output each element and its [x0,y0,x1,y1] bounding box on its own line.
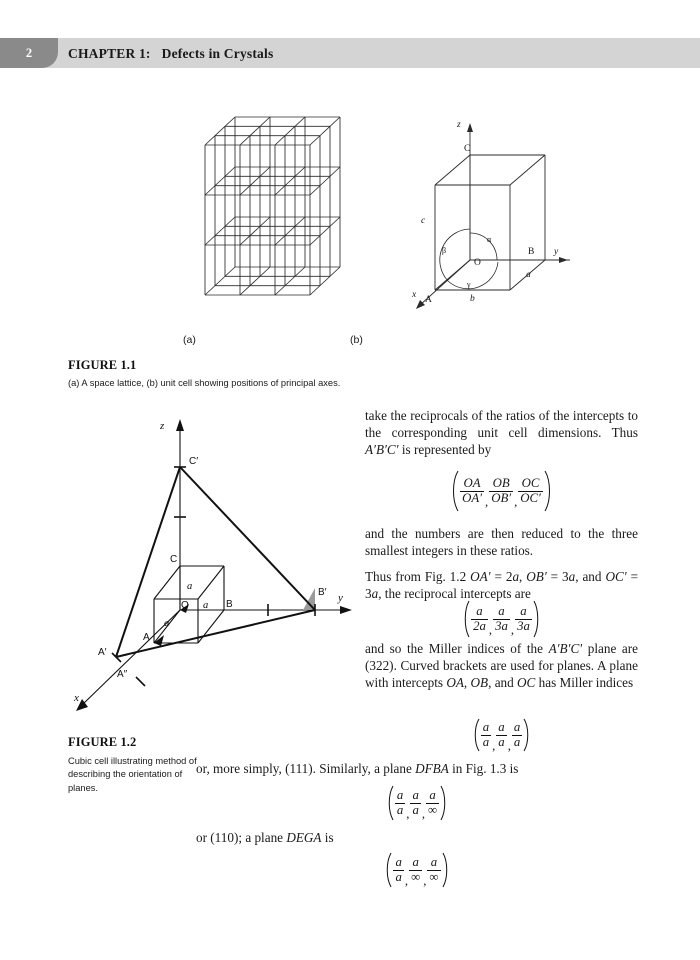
label-edge-b: b [470,294,475,304]
fig12-y-arrow [340,606,352,614]
running-head [68,38,273,68]
label-edge-c: c [421,216,426,226]
page-number: 2 [25,46,33,60]
fraction-2: $\frac{a}{a}$ [498,719,505,749]
paren-close [440,785,449,821]
paren-close [523,718,532,752]
p3h: a [568,569,576,585]
fig12-label-x: x [74,692,79,704]
p3b: OA′ [470,569,491,585]
fraction-3: $\frac{OC}{OC'}$ [520,475,541,505]
fraction-3: $\frac{a}{\infty}$ [429,854,439,884]
z-axis-arrow [467,123,473,132]
para1-part1: take the reciprocals of the ratios of the intercepts to the corresponding unit cell dimensions. Thus [365,408,638,441]
para1-math: A′B′C′ [365,442,399,458]
label-axis-y: y [554,247,559,257]
fig12-label-C-prime: C′ [189,456,199,467]
fig12-label-C: C [170,554,178,565]
fig12-label-O: O [181,600,189,611]
p5a: or, more simply, (111). Similarly, a plane [196,761,416,776]
paragraph-4 [365,640,638,691]
p3g: = 3 [546,569,569,585]
fraction-1: $\frac{a}{a}$ [396,787,404,817]
fig12-label-a-vertical: a [187,581,193,592]
p4a: and so the Miller indices of the [365,641,549,656]
fraction-1: $\frac{a}{a}$ [395,854,402,884]
paren-open [471,718,480,752]
figure-1-2-caption [68,735,198,795]
label-corner-O: O [474,258,481,268]
label-corner-A: A [425,295,432,305]
label-axis-x: x [412,290,417,300]
paren-open [461,600,470,638]
fraction-1: $\frac{a}{a}$ [482,719,490,749]
p3e: , [519,569,527,585]
p5b: DFBA [415,761,449,776]
label-axis-z: z [457,120,461,130]
paren-close [533,600,542,638]
fig12-label-A-dprime: A″ [117,669,128,680]
fig12-label-y: y [338,592,343,604]
p4b: A′B′C′ [548,641,583,656]
body-column-right-3 [365,640,638,691]
fig12-label-B-prime: B′ [318,587,327,598]
paren-open [449,470,459,512]
p3l: a [371,586,379,602]
figure-1-1-caption [68,358,468,390]
unit-cell-drawing [416,123,570,309]
chapter-label: CHAPTER 1: [68,46,151,61]
fig12-labels [73,420,343,704]
p4d: OA [446,675,464,691]
fig12-label-A-prime: A′ [98,647,107,658]
figure-1-1-sublabel-b: (b) [350,334,363,346]
figure-1-1-caption-text: (a) A space lattice, (b) unit cell showing positions of principal axes. [68,378,341,388]
p4i: has Miller indices [535,675,634,691]
figure-1-2-graphic [60,405,360,730]
label-corner-C: C [464,144,471,154]
fraction-3: $\frac{a}{\infty}$ [428,787,438,817]
fig12-label-a-depth: a [164,618,170,629]
lattice-back-face [235,117,340,267]
p4g: , and [488,675,518,691]
paragraph-1 [365,407,638,458]
body-column-right [365,407,638,467]
p3c: = 2 [490,569,513,585]
p3f: OB′ [526,569,547,585]
paragraph-6 [196,829,638,846]
figure-1-1-caption-title: FIGURE 1.1 [68,358,137,372]
paren-open [385,785,394,821]
body-column-right-2 [365,525,638,612]
p3j: OC′ [605,569,627,585]
formula-miller-110: $\frac{a}{a}$ , $\frac{a}{a}$ , $\frac{a}{\infty}$ [196,785,638,821]
fraction-2: $\frac{a}{a}$ [412,787,419,817]
figure-1-2-caption-text: Cubic cell illustrating method of describing the orientation of planes. [68,756,197,793]
fraction-2: $\frac{a}{3a}$ [495,603,508,633]
fig12-label-z: z [160,420,165,432]
label-corner-B: B [528,247,535,257]
fig12-label-a-horizontal: a [203,600,209,611]
formula-miller-100: $\frac{a}{a}$ , $\frac{a}{\infty}$ , $\frac{a}{\infty}$ [196,852,638,888]
figure-1-1-graphic [150,105,570,340]
y-axis-arrow [559,257,568,263]
fraction-3: $\frac{a}{a}$ [513,719,521,749]
figure-1-1-svg [150,105,570,340]
p4e: , [463,675,471,691]
p5c: in Fig. 1.3 is [448,761,519,776]
label-angle-beta: β [442,246,447,255]
fig12-plane-A1B1C1 [116,467,315,657]
p4f: OB [470,675,489,691]
fraction-2: $\frac{OB}{OB'}$ [491,475,512,505]
label-angle-alpha: α [487,235,492,244]
paragraph-3 [365,568,638,602]
formula-ratio-intercepts: $\frac{OA}{OA'}$ , $\frac{OB}{OB'}$ , $\frac{OC}{OC'}$ [365,470,638,512]
para1-part2: is represented by [398,442,492,458]
p6a: or (110); a plane [196,830,287,845]
p6c: is [321,830,334,845]
label-angle-gamma: γ [467,280,471,289]
figure-1-2-caption-title: FIGURE 1.2 [68,735,137,749]
p3i: , and [575,569,606,585]
fig12-label-B: B [226,599,233,610]
fraction-1: $\frac{a}{2a}$ [473,603,486,633]
lattice-mid-plane-2 [225,126,330,276]
figure-1-1-sublabel-a: (a) [183,334,196,346]
p6b: DEGA [286,830,322,845]
fraction-1: $\frac{OA}{OA'}$ [462,475,482,505]
label-edge-a: a [526,270,531,280]
fig12-z-arrow [176,419,184,431]
fraction-3: $\frac{a}{3a}$ [517,603,530,633]
paragraph-2: and the numbers are then reduced to the three smallest integers in these ratios. [365,526,638,559]
fig12-cube [154,566,224,643]
p3m: , the reciprocal intercepts are [378,586,531,602]
figure-1-2-svg [60,405,360,730]
p3a: Thus from Fig. 1.2 [365,569,471,585]
lattice-mid-plane-1 [215,136,320,286]
paren-close [442,852,451,888]
p3k: = 3 [365,569,639,602]
fig12-label-A: A [143,632,150,643]
lattice-front-face [205,145,310,295]
formula-reciprocal-intercepts: $\frac{a}{2a}$ , $\frac{a}{3a}$ , $\frac{a}{3a}$ [365,600,638,638]
p4c: plane are (322). Curved brackets are used for planes. A plane with intercepts [365,641,638,691]
fraction-2: $\frac{a}{\infty}$ [411,854,421,884]
space-lattice-drawing [205,117,340,295]
paren-open [383,852,392,888]
paren-close [544,470,554,512]
formula-miller-111: $\frac{a}{a}$ , $\frac{a}{a}$ , $\frac{a}{a}$ [365,718,638,752]
unit-cell-labels [411,120,559,305]
chapter-title: Defects in Crystals [161,46,274,61]
p3d: a [512,569,520,585]
paragraph-5 [196,760,638,777]
p4h: OC [517,675,536,691]
